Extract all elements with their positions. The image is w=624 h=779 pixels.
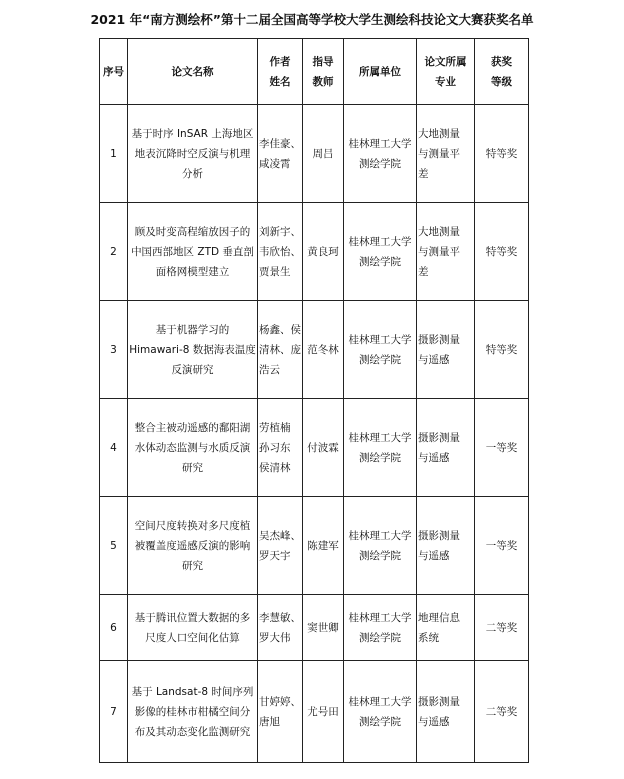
row-index: 2: [100, 203, 128, 301]
table-row: [100, 399, 529, 497]
table-row: [100, 301, 529, 399]
header-row: [100, 39, 529, 105]
affiliation: 桂林理工大学 测绘学院: [344, 399, 417, 497]
award-level: 二等奖: [475, 595, 529, 661]
paper-title: 空间尺度转换对多尺度植 被覆盖度遥感反演的影响 研究: [128, 497, 258, 595]
advisor: 周吕: [303, 105, 344, 203]
table-row: [100, 105, 529, 203]
row-index: 1: [100, 105, 128, 203]
awards-table: [99, 38, 529, 763]
advisor: 黄良珂: [303, 203, 344, 301]
header-authors: 作者 姓名: [258, 39, 303, 105]
major: 摄影测量 与遥感: [417, 301, 475, 399]
major: 摄影测量 与遥感: [417, 497, 475, 595]
major: 摄影测量 与遥感: [417, 661, 475, 763]
authors: 杨鑫、侯 清林、庞 浩云: [258, 301, 303, 399]
authors: 吴杰峰、 罗天宇: [258, 497, 303, 595]
advisor: 窦世卿: [303, 595, 344, 661]
paper-title: 整合主被动遥感的鄱阳湖 水体动态监测与水质反演 研究: [128, 399, 258, 497]
header-unit: 所属单位: [344, 39, 417, 105]
award-level: 特等奖: [475, 105, 529, 203]
row-index: 7: [100, 661, 128, 763]
row-index: 6: [100, 595, 128, 661]
paper-title: 基于机器学习的 Himawari-8 数据海表温度 反演研究: [128, 301, 258, 399]
affiliation: 桂林理工大学 测绘学院: [344, 301, 417, 399]
table-body: [100, 105, 529, 763]
row-index: 3: [100, 301, 128, 399]
award-level: 特等奖: [475, 203, 529, 301]
award-level: 一等奖: [475, 497, 529, 595]
row-index: 4: [100, 399, 128, 497]
table-row: [100, 595, 529, 661]
affiliation: 桂林理工大学 测绘学院: [344, 661, 417, 763]
table-row: [100, 497, 529, 595]
authors: 李佳豪、 咸凌霄: [258, 105, 303, 203]
header-index: 序号: [100, 39, 128, 105]
advisor: 陈建军: [303, 497, 344, 595]
major: 地理信息 系统: [417, 595, 475, 661]
affiliation: 桂林理工大学 测绘学院: [344, 105, 417, 203]
header-advisor: 指导 教师: [303, 39, 344, 105]
affiliation: 桂林理工大学 测绘学院: [344, 497, 417, 595]
header-major: 论文所属 专业: [417, 39, 475, 105]
award-level: 一等奖: [475, 399, 529, 497]
paper-title: 基于腾讯位置大数据的多 尺度人口空间化估算: [128, 595, 258, 661]
paper-title: 基于 Landsat-8 时间序列 影像的桂林市柑橘空间分 布及其动态变化监测研究: [128, 661, 258, 763]
paper-title: 顾及时变高程缩放因子的 中国西部地区 ZTD 垂直剖 面格网模型建立: [128, 203, 258, 301]
affiliation: 桂林理工大学 测绘学院: [344, 595, 417, 661]
advisor: 范冬林: [303, 301, 344, 399]
award-level: 二等奖: [475, 661, 529, 763]
authors: 甘婷婷、 唐旭: [258, 661, 303, 763]
major: 摄影测量 与遥感: [417, 399, 475, 497]
major: 大地测量 与测量平 差: [417, 105, 475, 203]
document-title: 2021 年“南方测绘杯”第十二届全国高等学校大学生测绘科技论文大赛获奖名单: [90, 12, 534, 27]
advisor: 尤号田: [303, 661, 344, 763]
affiliation: 桂林理工大学 测绘学院: [344, 203, 417, 301]
table-row: [100, 661, 529, 763]
row-index: 5: [100, 497, 128, 595]
paper-title: 基于时序 InSAR 上海地区 地表沉降时空反演与机理 分析: [128, 105, 258, 203]
major: 大地测量 与测量平 差: [417, 203, 475, 301]
authors: 刘新宇、 韦欣怡、 贾景生: [258, 203, 303, 301]
header-award: 获奖 等级: [475, 39, 529, 105]
authors: 劳植楠 孙习东 侯清林: [258, 399, 303, 497]
award-level: 特等奖: [475, 301, 529, 399]
authors: 李慧敏、 罗大伟: [258, 595, 303, 661]
table-row: [100, 203, 529, 301]
header-title: 论文名称: [128, 39, 258, 105]
advisor: 付波霖: [303, 399, 344, 497]
